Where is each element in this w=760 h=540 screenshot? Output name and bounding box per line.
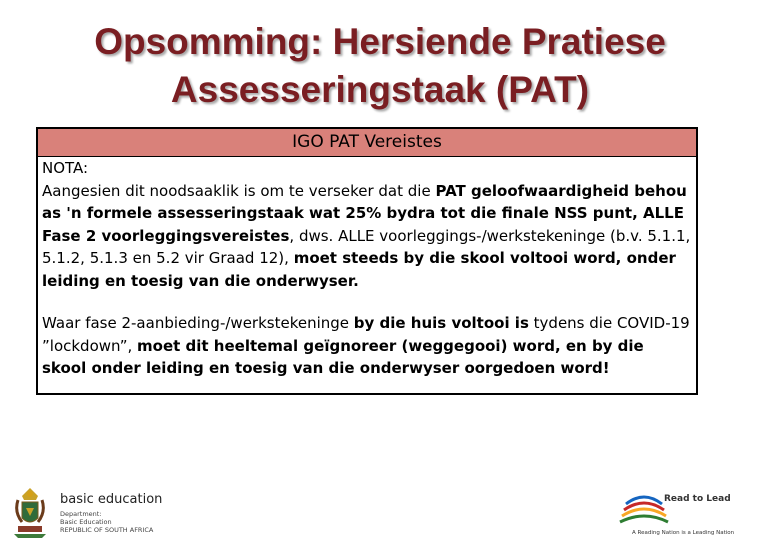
title-line-2: Assesseringstaak (PAT) (170, 69, 590, 110)
p1-run: Aangesien dit noodsaaklik is om te verseker dat die (42, 181, 436, 200)
requirements-box (36, 127, 698, 395)
logo-line: Department: (60, 510, 102, 518)
logo-line: Basic Education (60, 518, 112, 526)
p2-run: Waar fase 2-aanbieding-/werkstekeninge (42, 314, 354, 332)
box-body (38, 157, 696, 380)
p2-run: tydens die COVID-19 ”lockdown”, (42, 314, 690, 355)
book-stack-icon (616, 486, 672, 530)
p2-run-bold: by die huis voltooi is (353, 314, 529, 332)
logo-line: REPUBLIC OF SOUTH AFRICA (60, 526, 154, 534)
logo-subtext (60, 510, 153, 534)
title-line-1: Opsomming: Hersiende Pratiese (94, 21, 666, 62)
box-heading: IGO PAT Vereistes (38, 129, 696, 157)
read-to-lead-logo (612, 484, 735, 540)
paragraph-2 (42, 312, 692, 380)
coat-of-arms-icon (8, 486, 52, 540)
campaign-title: Read to Lead (664, 494, 731, 504)
logo-name: basic education (60, 492, 163, 507)
p1-run: , dws. ALLE voorleggings-/werkstekeninge (b.v. 5.1.1, 5.1.2, 5.1.3 en 5.2 vir Graad 12), (42, 226, 691, 267)
p1-run-bold: PAT geloofwaardigheid behou as 'n formele assesseringstaak wat 25% bydra tot die finale NSS punt, ALLE Fase 2 voorleggingsvereistes (42, 181, 687, 245)
nota-label: NOTA: (42, 159, 89, 177)
paragraph-1 (42, 180, 692, 293)
campaign-tagline: A Reading Nation is a Leading Nation (632, 530, 735, 536)
p1-run-bold: moet steeds by die skool voltooi word, onder leiding en toesig van die onderwyser. (42, 249, 676, 290)
dbe-logo (8, 482, 208, 540)
p2-run-bold: moet dit heeltemal geïgnoreer (weggegooi) word, en by die skool onder leiding en toesig van die onderwyser oorgedoen word! (42, 336, 644, 377)
slide-title (0, 18, 760, 114)
